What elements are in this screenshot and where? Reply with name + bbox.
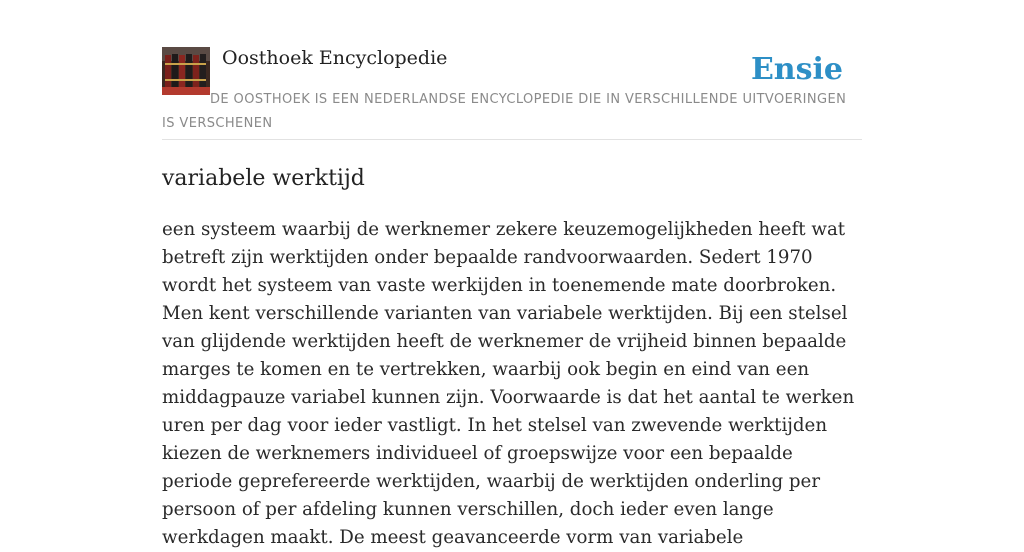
article-page [162,0,862,548]
source-name[interactable]: Oosthoek Encyclopedie [222,47,448,69]
source-description: DE OOSTHOEK IS EEN NEDERLANDSE ENCYCLOPEDIE DIE IN VERSCHILLENDE UITVOERINGEN IS VERSCHENEN [162,92,847,131]
source-header [162,0,862,140]
brand-logo[interactable]: Ensie [750,52,843,87]
article-title: variabele werktijd [162,166,365,191]
article-body: een systeem waarbij de werknemer zekere keuzemogelijkheden heeft wat betreft zijn werktijden onder bepaalde randvoorwaarden. Sedert 1970 wordt het systeem van vaste werkijden in toenemende mate doorbroken. Men kent verschillende varianten van variabele werktijden. Bij een stelsel van glijdende werktijden heeft de werknemer de vrijheid binnen bepaalde marges te komen en te vertrekken, waarbij ook begin en eind van een middagpauze variabel kunnen zijn. Voorwaarde is dat het aantal te werken uren per dag voor ieder vastligt. In het stelsel van zwevende werktijden kiezen de werknemers individueel of groepswijze voor een bepaalde periode geprefereerde werktijden, waarbij de werktijden onderling per persoon of per afdeling kunnen verschillen, doch ieder even lange werkdagen maakt. De meest geavanceerde vorm van variabele [162,219,855,548]
